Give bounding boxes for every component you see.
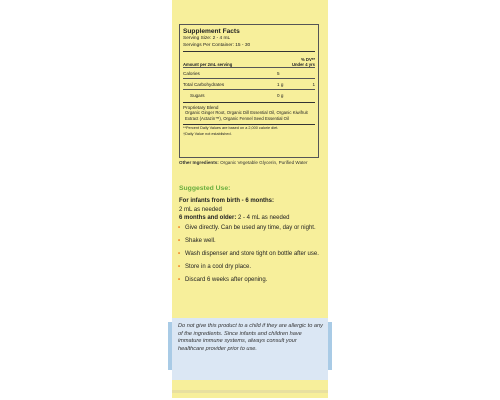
nutrient-dv: 1	[312, 81, 315, 87]
infants-amount: 2 mL as needed	[179, 206, 222, 213]
amount-header-row	[183, 53, 315, 67]
bullet-text: Discard 6 weeks after opening.	[185, 277, 268, 283]
label-panel	[172, 0, 328, 398]
right-background	[328, 0, 500, 400]
nutrient-name: Total Carbohydrates	[183, 81, 225, 87]
bullet-text: Store in a cool dry place.	[185, 264, 252, 270]
thick-divider	[183, 124, 315, 125]
supplement-facts-title: Supplement Facts	[183, 28, 240, 35]
panel-bottom-edge	[172, 390, 328, 393]
bullet-icon: •	[178, 238, 181, 244]
nutrient-amount: 5	[277, 70, 280, 76]
dv-header	[292, 57, 315, 67]
nutrient-amount: 0 g	[277, 92, 284, 98]
list-item	[178, 224, 324, 232]
suggested-use-title: Suggested Use:	[179, 185, 231, 192]
thick-divider	[183, 102, 315, 103]
thick-divider	[183, 51, 315, 52]
other-ingredients-label: Other Ingredients:	[179, 160, 219, 165]
older-heading: 6 months and older:	[179, 215, 237, 221]
list-item	[178, 237, 324, 245]
list-item	[178, 263, 324, 271]
other-ingredients	[179, 160, 321, 167]
nutrient-name: Sugars	[190, 92, 205, 98]
list-item	[178, 250, 324, 258]
infants-heading: For infants from birth - 6 months:	[179, 198, 274, 204]
bullet-text: Shake well.	[185, 238, 216, 244]
nutrient-name: Calories	[183, 70, 200, 76]
footnote-dv-not-established: †Daily Value not established.	[183, 132, 232, 136]
nutrient-row-carbohydrates	[183, 79, 315, 89]
dv-header-label: % DV**	[301, 57, 315, 62]
bullet-icon: •	[178, 251, 181, 257]
warning-box	[172, 318, 328, 380]
nutrient-amount: 1 g	[277, 81, 284, 87]
proprietary-blend-ingredients: Organic Ginger Root, Organic Dill Essential Oil, Organic Kiwifruit Extract (Actazin™), Organic Fennel Seed Essential Oil	[185, 110, 308, 121]
footnote-percent-dv: **Percent Daily Values are based on a 2,000 calorie diet.	[183, 126, 279, 130]
older-amount: 2 - 4 mL as needed	[238, 215, 290, 221]
other-ingredients-text: Organic Vegetable Glycerin, Purified Water	[220, 160, 308, 165]
nutrient-row-sugars	[183, 90, 315, 100]
right-blue-stripe	[328, 322, 332, 370]
left-background	[0, 0, 172, 400]
supplement-facts-box	[179, 24, 319, 158]
servings-per-container: Servings Per Container: 15 - 30	[183, 43, 251, 48]
bullet-icon: •	[178, 277, 181, 283]
serving-size: Serving Size: 2 - 4 mL	[183, 36, 231, 41]
usage-bullet-list	[178, 224, 324, 289]
bullet-icon: •	[178, 264, 181, 270]
amount-header: Amount per 2mL serving	[183, 62, 233, 67]
list-item	[178, 276, 324, 284]
dosage-instructions	[179, 197, 324, 223]
proprietary-blend-title: Proprietary Blend	[183, 105, 219, 110]
bullet-text: Wash dispenser and store tight on bottle after use.	[185, 251, 319, 257]
bullet-icon: •	[178, 225, 181, 231]
warning-text: Do not give this product to a child if they are allergic to any of the ingredients. Since infants and children have immature immune systems, always consult your healthcare provider prior to use.	[178, 323, 323, 352]
bullet-text: Give directly. Can be used any time, day or night.	[185, 225, 316, 231]
dv-subheader: Under 4 yrs	[291, 62, 315, 67]
nutrient-row-calories	[183, 68, 315, 78]
